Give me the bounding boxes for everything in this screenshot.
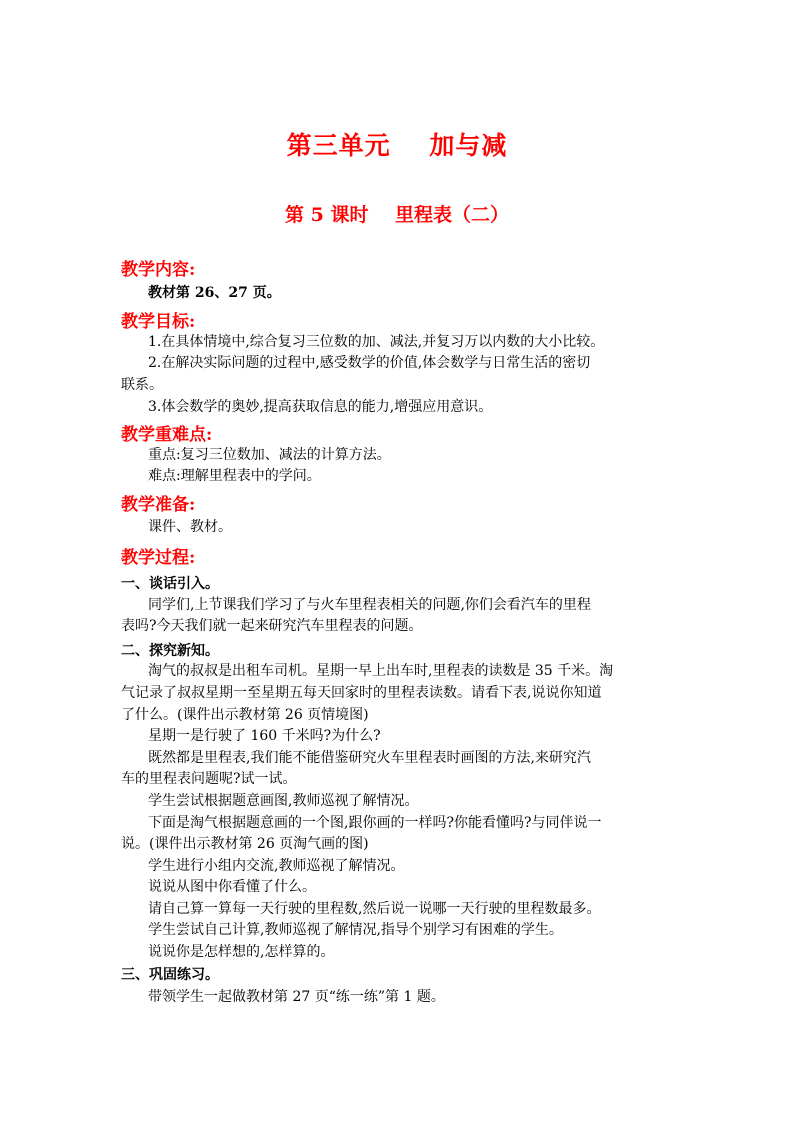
part2-line: 请自己算一算每一天行驶的里程数,然后说一说哪一天行驶的里程数最多。 [148,901,601,917]
goal-line: 联系。 [121,377,163,393]
key-points-heading: 教学重难点: [121,425,213,445]
part1-title: 一、谈话引入。 [121,576,219,592]
key-point-line: 重点:复习三位数加、减法的计算方法。 [148,447,391,463]
part2-line: 说说从图中你看懂了什么。 [148,879,316,895]
lesson-title: 第 5 课时 里程表（二） [285,204,509,226]
part2-line: 学生进行小组内交流,教师巡视了解情况。 [148,858,405,874]
goal-line: 1.在具体情境中,综合复习三位数的加、减法,并复习万以内数的大小比较。 [148,334,605,350]
part2-line: 气记录了叔叔星期一至星期五每天回家时的里程表读数。请看下表,说说你知道 [121,685,602,701]
goal-line: 3.体会数学的奥妙,提高获取信息的能力,增强应用意识。 [148,399,493,415]
prep-text: 课件、教材。 [148,519,232,535]
content-heading: 教学内容: [121,260,196,280]
part3-line: 带领学生一起做教材第 27 页“练一练”第 1 题。 [148,989,445,1005]
unit-title: 第三单元 加与减 [286,131,508,160]
part2-line: 说。(课件出示教材第 26 页淘气画的图) [121,836,369,852]
part2-line: 下面是淘气根据题意画的一个图,跟你画的一样吗?你能看懂吗?与同伴说一 [148,815,602,831]
part3-title: 三、巩固练习。 [121,967,219,983]
part2-line: 淘气的叔叔是出租车司机。星期一早上出车时,里程表的读数是 35 千米。淘 [148,663,614,679]
content-text: 教材第 26、27 页。 [148,285,281,301]
part1-line: 同学们,上节课我们学习了与火车里程表相关的问题,你们会看汽车的里程 [148,597,591,613]
process-heading: 教学过程: [121,548,196,568]
part1-line: 表吗?今天我们就一起来研究汽车里程表的问题。 [121,618,423,634]
part2-title: 二、探究新知。 [121,643,219,659]
goals-heading: 教学目标: [121,312,196,332]
key-point-line: 难点:理解里程表中的学问。 [148,468,321,484]
part2-line: 学生尝试自己计算,教师巡视了解情况,指导个别学习有困难的学生。 [148,922,563,938]
part2-line: 既然都是里程表,我们能不能借鉴研究火车里程表时画图的方法,来研究汽 [148,750,591,766]
goal-line: 2.在解决实际问题的过程中,感受数学的价值,体会数学与日常生活的密切 [148,355,591,371]
part2-line: 说说你是怎样想的,怎样算的。 [148,944,335,960]
part2-line: 了什么。(课件出示教材第 26 页情境图) [121,707,369,723]
part2-line: 车的里程表问题呢?试一试。 [121,771,297,787]
prep-heading: 教学准备: [121,495,196,515]
part2-line: 学生尝试根据题意画图,教师巡视了解情况。 [148,793,419,809]
part2-line: 星期一是行驶了 160 千米吗?为什么? [148,728,381,744]
